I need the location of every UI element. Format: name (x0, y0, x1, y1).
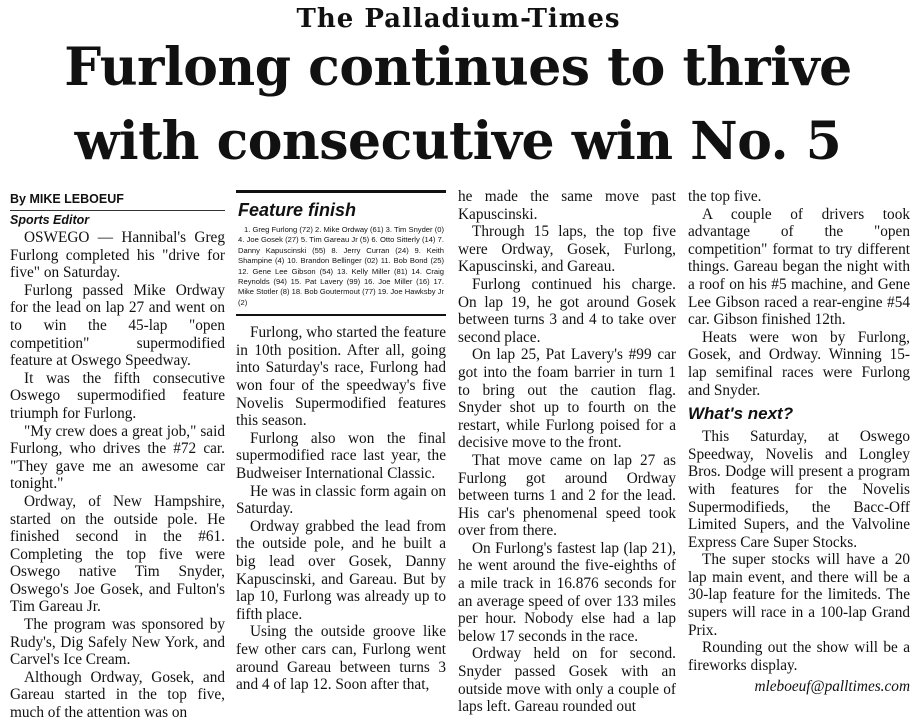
paragraph: "My crew does a great job," said Furlong, who drives the #72 car. "They gave me an awesome car tonight." (10, 422, 225, 493)
paragraph: Using the outside groove like few other cars can, Furlong went around Gareau between turns 3 and 4 of lap 12. Soon after that, (236, 623, 446, 694)
column-3 (458, 188, 676, 716)
paragraph: On Furlong's fastest lap (lap 21), he went around the five-eighths of a mile track in 16.876 seconds for an average speed of over 133 miles per hour. Nobody else had a lap below 17 seconds in the race. (458, 539, 676, 645)
paragraph: Furlong continued his charge. On lap 19, he got around Gosek between turns 3 and 4 to take over second place. (458, 275, 676, 346)
paragraph: That move came on lap 27 as Furlong got around Ordway between turns 1 and 2 for the lead. His car's phenomenal speed took over from there. (458, 451, 676, 540)
paragraph: The super stocks will have a 20 lap main event, and there will be a 30-lap feature for the limiteds. The supers will race in a 100-lap Grand Prix. (688, 551, 910, 639)
feature-finish-title: Feature finish (238, 200, 357, 220)
paragraph: the top five. (688, 188, 762, 205)
headline-line-1: Furlong continues to thrive (64, 37, 852, 98)
paragraph: Furlong passed Mike Ordway for the lead on lap 27 and went on to win the 45-lap "open competition" supermodified feature at Oswego Speedway. (10, 281, 225, 370)
paragraph: A couple of drivers took advantage of the "open competition" format to try different things. Gareau began the night with a roof on his #5 machine, and Gene Lee Gibson raced a rear-engine #54 car. Gibson finished 12th. (688, 205, 910, 329)
byline: By MIKE LEBOEUF (10, 192, 124, 206)
paragraph: Heats were won by Furlong, Gosek, and Ordway. Winning 15-lap semifinal races were Furlong and Snyder. (688, 328, 910, 399)
column-2 (236, 190, 446, 694)
paragraph: Furlong also won the final supermodified race last year, the Budweiser International Classic. (236, 429, 446, 482)
paragraph: On lap 25, Pat Lavery's #99 car got into the foam barrier in turn 1 to bring out the caution flag. Snyder shot up to fourth on the restart, while Furlong poised for a decisive move to the front. (458, 346, 676, 452)
paragraph: Furlong, who started the feature in 10th position. After all, going into Saturday's race, Furlong had won four of the speedway's five Novelis Supermodified features this season. (236, 324, 446, 430)
paragraph: Although Ordway, Gosek, and Gareau started in the top five, much of the attention was on (10, 668, 225, 722)
paragraph: It was the fifth consecutive Oswego supermodified feature triumph for Furlong. (10, 369, 225, 422)
paragraph: Rounding out the show will be a fireworks display. (688, 639, 910, 674)
paragraph: Through 15 laps, the top five were Ordway, Gosek, Furlong, Kapuscinski, and Gareau. (458, 223, 676, 276)
author-email: mleboeuf@palltimes.com (754, 678, 910, 696)
paragraph: OSWEGO — Hannibal's Greg Furlong completed his "drive for five" on Saturday. (10, 229, 225, 282)
paragraph: The program was sponsored by Rudy's, Dig Safely New York, and Carvel's Ice Cream. (10, 616, 225, 669)
column-1 (10, 190, 225, 722)
feature-finish-results: 1. Greg Furlong (72) 2. Mike Ordway (61) 3. Tim Snyder (0) 4. Joe Gosek (27) 5. Tim Gareau Jr (5) 6. Otto Sitterly (14) 7. Danny Kapuscinski (55) 8. Jerry Curran (24) 9. Keith Shampine (4) 10. Brandon Bellinger (02) 11. Bob Bond (25) 12. Gene Lee Gibson (54) 13. Kelly Miller (81) 14. Craig Reynolds (94) 15. Pat Lavery (99) 16. Joe Miller (16) 17. Mike Stotler (8) 18. Bob Goutermout (77) 19. Joe Hawksby Jr (2) (238, 225, 444, 307)
paragraph: He was in classic form again on Saturday. (236, 482, 446, 518)
paragraph: Ordway, of New Hampshire, started on the outside pole. He finished second in the #61. Completing the top five were Oswego native Tim Snyder, Oswego's Joe Gosek, and Fulton's Tim Gareau Jr. (10, 492, 225, 616)
subhead-whats-next: What's next? (688, 404, 794, 424)
masthead: The Palladium-Times (296, 4, 621, 34)
paragraph: Ordway held on for second. Snyder passed Gosek with an outside move with only a couple of laps left. Gareau rounded out (458, 645, 676, 716)
paragraph: he made the same move past Kapuscinski. (458, 188, 676, 223)
feature-finish-box (236, 190, 446, 316)
paragraph: Ordway grabbed the lead from the outside pole, and he built a big lead over Gosek, Danny Kapuscinski, and Gareau. But by lap 10, Furlong was already up to fifth place. (236, 517, 446, 623)
column-4 (688, 188, 910, 696)
headline-line-2: with consecutive win No. 5 (74, 111, 842, 172)
paragraph: This Saturday, at Oswego Speedway, Novelis and Longley Bros. Dodge will present a program with features for the Novelis Supermodifieds, the Bacc-Off Limited Supers, and the Valvoline Express Care Super Stocks. (688, 428, 910, 551)
author-role: Sports Editor (10, 210, 225, 229)
